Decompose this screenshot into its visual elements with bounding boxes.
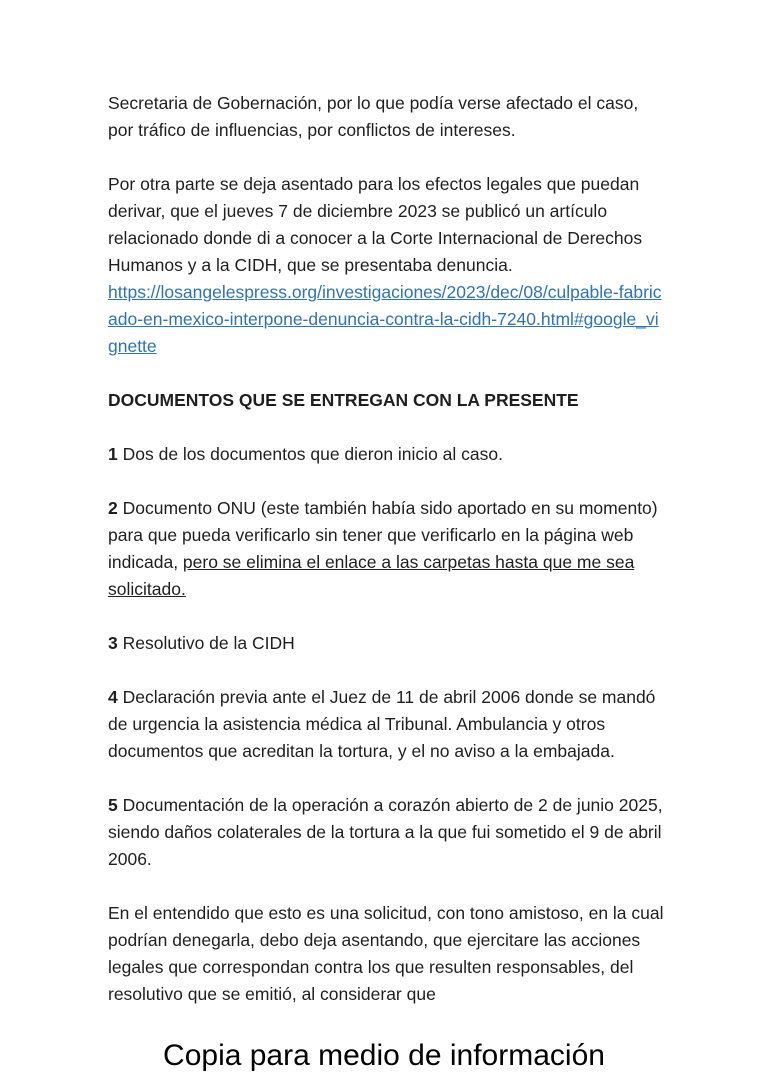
paragraph-intro-text: Secretaria de Gobernación, por lo que podía verse afectado el caso, por tráfico de influencias, por conflictos de intereses. [108, 93, 639, 140]
document-item-2 [108, 495, 665, 603]
item-text: Documento ONU (este también había sido aportado en su momento) para que pueda verificarlo sin tener que verificarlo en la página web indicada, [108, 498, 658, 572]
item-number: 5 [108, 795, 118, 815]
item-text-underlined: pero se elimina el enlace a las carpetas hasta que me sea solicitado. [108, 552, 635, 599]
item-text: Dos de los documentos que dieron inicio al caso. [122, 444, 503, 464]
paragraph-closing [108, 900, 665, 1008]
item-number: 2 [108, 498, 118, 518]
document-item-5 [108, 792, 665, 873]
paragraph-legal-notice [108, 171, 665, 360]
article-link[interactable]: https://losangelespress.org/investigaciones/2023/dec/08/culpable-fabricado-en-mexico-interpone-denuncia-contra-la-cidh-7240.html#google_vignette [108, 282, 662, 356]
item-number: 4 [108, 687, 118, 707]
document-item-1 [108, 441, 665, 468]
document-item-3 [108, 630, 665, 657]
item-text: Documentación de la operación a corazón abierto de 2 de junio 2025, siendo daños colaterales de la tortura a la que fui sometido el 9 de abril 2006. [108, 795, 663, 869]
document-item-4 [108, 684, 665, 765]
item-number: 1 [108, 444, 118, 464]
footer-copy-label: Copia para medio de información [163, 1039, 605, 1072]
document-body [108, 90, 665, 1035]
item-text: Resolutivo de la CIDH [122, 633, 295, 653]
item-text: Declaración previa ante el Juez de 11 de abril 2006 donde se mandó de urgencia la asistencia médica al Tribunal. Ambulancia y otros documentos que acreditan la tortura, y el no aviso a la embajada. [108, 687, 656, 761]
item-number: 3 [108, 633, 118, 653]
documents-heading: DOCUMENTOS QUE SE ENTREGAN CON LA PRESENTE [108, 390, 579, 410]
paragraph-legal-notice-text: Por otra parte se deja asentado para los efectos legales que puedan derivar, que el jueves 7 de diciembre 2023 se publicó un artículo relacionado donde di a conocer a la Corte Internacional de Derechos Humanos y a la CIDH, que se presentaba denuncia. [108, 174, 643, 275]
paragraph-closing-text: En el entendido que esto es una solicitud, con tono amistoso, en la cual podrían denegarla, debo deja asentando, que ejercitare las acciones legales que correspondan contra los que resulten responsables, del resolutivo que se emitió, al considerar que [108, 903, 664, 1004]
paragraph-intro [108, 90, 665, 144]
